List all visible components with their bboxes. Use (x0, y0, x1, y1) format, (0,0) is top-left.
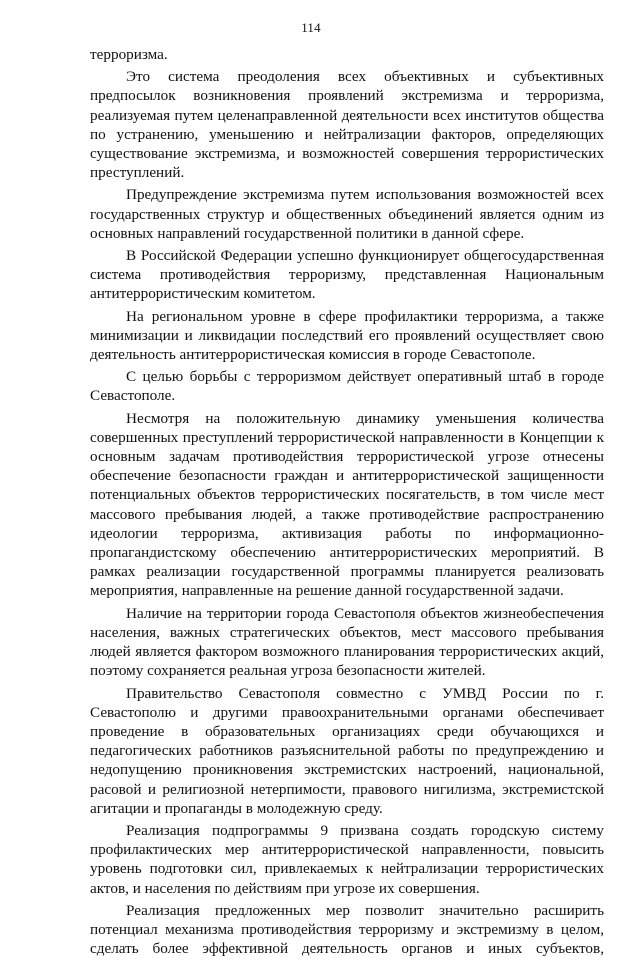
paragraph-state-structures: Предупреждение экстремизма путем использования возможностей всех государственных структур и общественных объединений является одним из основных направлений государственной политики в данной сфере. (90, 186, 604, 242)
document-body (90, 45, 604, 961)
paragraph-continuation: терроризма. (90, 46, 168, 63)
paragraph-measures: Реализация предложенных мер позволит значительно расширить потенциал механизма противодействия терроризму и экстремизму в целом, сделать более эффективной деятельность органов и иных субъектов, (90, 901, 604, 958)
paragraph-city-objects: Наличие на территории города Севастополя объектов жизнеобеспечения населения, важных стратегических объектов, мест массового пребывания людей является фактором возможного планирования террористических акций, поэтому сохраняется реальная угроза безопасности жителей. (90, 604, 604, 680)
paragraph-national-committee: В Российской Федерации успешно функционирует общегосударственная система противодействия терроризму, представленная Национальным антитеррористическим комитетом. (90, 247, 604, 303)
paragraph-prevention-system: Это система преодоления всех объективных и субъективных предпосылок возникновения проявлений экстремизма и терроризма, реализуемая путем целенаправленной деятельности всех институтов общества по устранению, уменьшению и нейтрализации факторов, определяющих существование экстремизма, и возможностей совершения террористических преступлений. (90, 68, 604, 182)
page-number: 114 (301, 20, 321, 35)
paragraph-subprogram-9: Реализация подпрограммы 9 призвана создать городскую систему профилактических мер антитеррористической направленности, повысить уровень подготовки сил, привлекаемых к нейтрализации террористических актов, и населения по действиям при угрозе их совершения. (90, 821, 604, 897)
paragraph-regional-commission: На региональном уровне в сфере профилактики терроризма, а также минимизации и ликвидации последствий его проявлений осуществляет свою деятельность антитеррористическая комиссия в городе Севастополе. (90, 307, 604, 364)
paragraph-government-umvd: Правительство Севастополя совместно с УМВД России по г. Севастополю и другими правоохранительными органами обеспечивает проведение в образовательных организациях среди обучающихся и педагогических работников разъяснительной работы по предупреждению и недопущению проникновения экстремистских настроений, национальной, расовой и религиозной нетерпимости, правового нигилизма, экстремистской агитации и пропаганды в молодежную среду. (90, 684, 604, 817)
paragraph-operational-staff: С целью борьбы с терроризмом действует оперативный штаб в городе Севастополе. (90, 368, 604, 405)
paragraph-concept-tasks: Несмотря на положительную динамику уменьшения количества совершенных преступлений террористической направленности в Концепции к основным задачам противодействия террористической угрозе отнесены обеспечение безопасности граждан и антитеррористической защищенности потенциальных объектов террористических посягательств, в том числе мест массового пребывания людей, а также противодействие распространению идеологии терроризма, активизация работы по информационно-пропагандистскому обеспечению антитеррористических мероприятий. В рамках реализации государственной программы планируется реализовать мероприятия, направленные на решение данной государственной задачи. (90, 409, 604, 600)
